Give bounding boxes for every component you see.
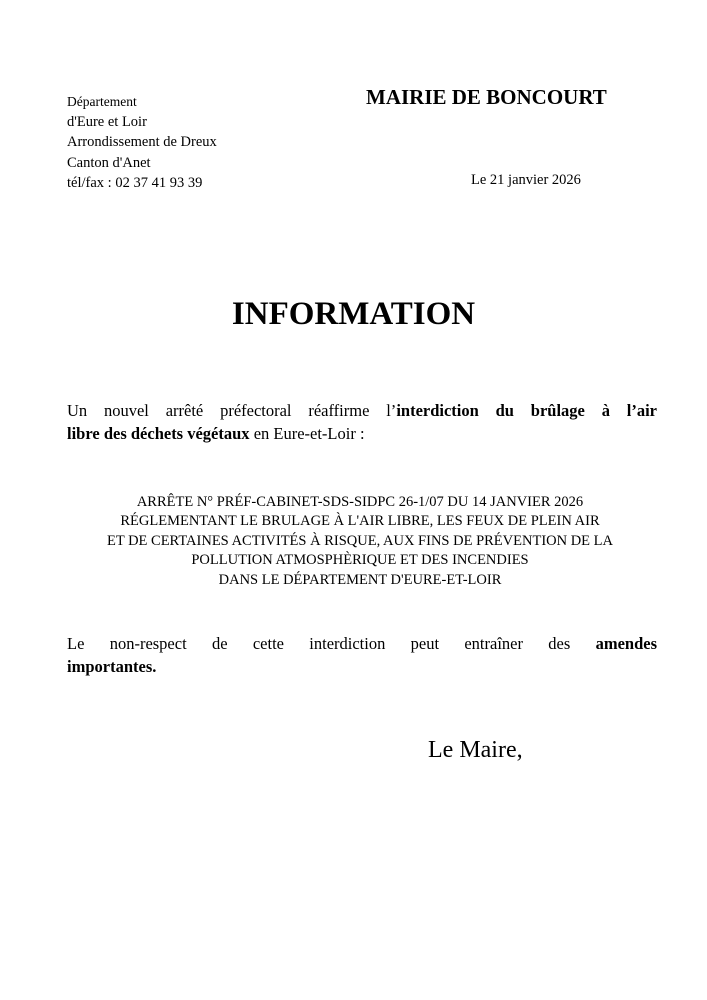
arrondissement-line: Arrondissement de Dreux [67, 134, 217, 151]
warning-paragraph [67, 632, 657, 678]
department-line: Département [67, 94, 137, 109]
intro-line-2 [67, 422, 657, 445]
arrete-line: RÉGLEMENTANT LE BRULAGE À L'AIR LIBRE, LES FEUX DE PLEIN AIR [120, 513, 600, 530]
phone-line: tél/fax : 02 37 41 93 39 [67, 174, 203, 191]
warning-bold-text-2: importantes. [67, 657, 157, 676]
page-title: INFORMATION [231, 296, 476, 332]
canton-line: Canton d'Anet [67, 154, 151, 171]
arrete-line: POLLUTION ATMOSPHÈRIQUE ET DES INCENDIES [191, 552, 529, 569]
warning-bold-text: amendes [595, 634, 657, 653]
intro-bold-text-2: libre des déchets végétaux [67, 424, 250, 443]
arrete-line: ARRÊTE N° PRÉF-CABINET-SDS-SIDPC 26-1/07 DU 14 JANVIER 2026 [136, 494, 584, 510]
department-block [67, 92, 217, 193]
intro-text: Un nouvel arrêté préfectoral réaffirme l’ [67, 401, 397, 420]
department-line: d'Eure et Loir [67, 114, 147, 131]
warning-line-1 [67, 632, 657, 655]
warning-line-2 [67, 655, 657, 678]
warning-text: Le non-respect de cette interdiction peut entraîner des [67, 634, 596, 653]
signature: Le Maire, [428, 737, 523, 763]
intro-line-1 [67, 399, 657, 422]
intro-bold-text: interdiction du brûlage à l’air [396, 401, 657, 420]
intro-paragraph [67, 399, 657, 445]
arrete-block [60, 493, 660, 590]
intro-text-2: en Eure-et-Loir : [249, 424, 365, 443]
document-date: Le 21 janvier 2026 [471, 172, 581, 188]
arrete-line: ET DE CERTAINES ACTIVITÉS À RISQUE, AUX FINS DE PRÉVENTION DE LA [107, 532, 613, 549]
arrete-line: DANS LE DÉPARTEMENT D'EURE-ET-LOIR [218, 571, 502, 588]
mairie-heading: MAIRIE DE BONCOURT [366, 85, 607, 109]
